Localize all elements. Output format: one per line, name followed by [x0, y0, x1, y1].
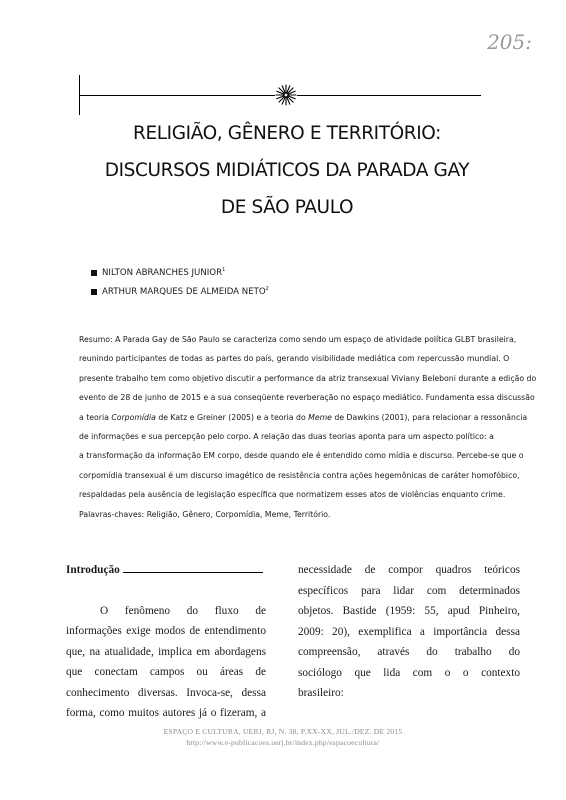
right-column	[298, 560, 520, 704]
abstract-line: presente trabalho tem como objetivo discutir a performance da atriz transexual Viviany Beleboni durante a edição do	[79, 373, 537, 383]
paragraph-line: específicos para lidar com determinados	[298, 584, 520, 597]
keywords: Palavras-chaves: Religião, Gênero, Corpomídia, Meme, Território.	[79, 509, 331, 519]
journal-citation: ESPAÇO E CULTURA, UERJ, RJ, N. 38, P.XX-XX, JUL./DEZ. DE 2015	[163, 727, 403, 736]
title-line-1: RELIGIÃO, GÊNERO E TERRITÓRIO:	[133, 123, 441, 144]
abstract-line: reunindo participantes de todas as partes do país, gerando visibilidade mediática com repercussão mundial. O	[79, 354, 510, 364]
paragraph-line: necessidade de compor quadros teóricos	[298, 564, 520, 576]
abstract-line: a transformação da informação EM corpo, desde quando ele é entendido como mídia e discurso. Percebe-se que o	[79, 451, 524, 461]
footnote-marker[interactable]: 1	[222, 267, 226, 274]
section-heading-text: Introdução	[66, 564, 120, 576]
square-bullet-icon	[91, 289, 97, 295]
heading-underline	[123, 562, 263, 573]
left-column	[66, 560, 266, 724]
abstract-emphasis: Corpomídia	[111, 412, 156, 422]
paragraph-line: que conectam campos ou áreas de	[66, 666, 266, 678]
author-item	[91, 283, 491, 302]
title-line-2: DISCURSOS MIDIÁTICOS DA PARADA GAY	[104, 160, 470, 181]
footnote-marker[interactable]: 2	[265, 286, 269, 293]
abstract-line	[79, 408, 528, 427]
abstract	[79, 330, 537, 524]
journal-url[interactable]: http://www.e-publicacoes.uerj.br/index.php/espacoecultura/	[186, 738, 380, 747]
paragraph-line: informações exige modos de entendimento	[66, 625, 266, 637]
paragraph-line: conhecimento diversas. Invoca-se, dessa	[66, 686, 266, 699]
sunburst-ornament-icon	[275, 84, 297, 106]
square-bullet-icon	[91, 270, 97, 276]
abstract-line: respaldadas pela ausência de legislação específica que normatizem esses atos de violências enquanto crime.	[79, 490, 506, 500]
abstract-line: de informações e sua percepção pelo corpo. A relação das duas teorias aponta para um aspecto político: a	[79, 431, 494, 441]
paragraph-line: brasileiro:	[298, 687, 344, 699]
section-heading	[66, 560, 266, 581]
title-line-3: DE SÃO PAULO	[220, 197, 354, 218]
abstract-text: de Katz e Greiner (2005) e a teoria do	[155, 412, 309, 422]
paragraph-line: objetos. Bastide (1959: 55, apud Pinheiro,	[298, 605, 520, 617]
page-number: 205:	[487, 30, 532, 54]
article-title	[70, 115, 504, 226]
paragraph-line: forma, como muitos autores já o fizeram, a	[66, 707, 266, 719]
page-footer	[100, 726, 466, 748]
author-item	[91, 264, 491, 283]
author-name: ARTHUR MARQUES DE ALMEIDA NETO	[102, 287, 266, 297]
author-name: NILTON ABRANCHES JUNIOR	[102, 268, 223, 278]
abstract-line: Resumo: A Parada Gay de São Paulo se caracteriza como sendo um espaço de atividade política GLBT brasileira,	[79, 335, 517, 344]
author-list	[91, 264, 491, 302]
paragraph-line: O fenômeno do fluxo de	[100, 604, 266, 617]
abstract-text: a teoria	[79, 412, 112, 422]
paragraph-line: 2009: 20), exemplifica a importância dessa	[298, 625, 520, 638]
paragraph-line: compreensão, através do trabalho do	[298, 646, 520, 658]
abstract-line: corpomídia transexual é um discurso imagético de resistência contra ações hegemônicas de caráter homofóbico,	[79, 470, 520, 480]
abstract-emphasis: Meme	[308, 412, 332, 422]
abstract-line: evento de 28 de junho de 2015 e a sua conseqüente reverberação no espaço mediático. Fundamenta essa discussão	[79, 393, 535, 403]
abstract-text: de Dawkins (2001), para relacionar a ressonância	[331, 412, 528, 422]
intro-paragraph	[66, 601, 266, 724]
paragraph-line: sociólogo que lida com o o contexto	[298, 666, 520, 679]
paragraph-line: que, na atualidade, implica em abordagens	[66, 645, 266, 658]
